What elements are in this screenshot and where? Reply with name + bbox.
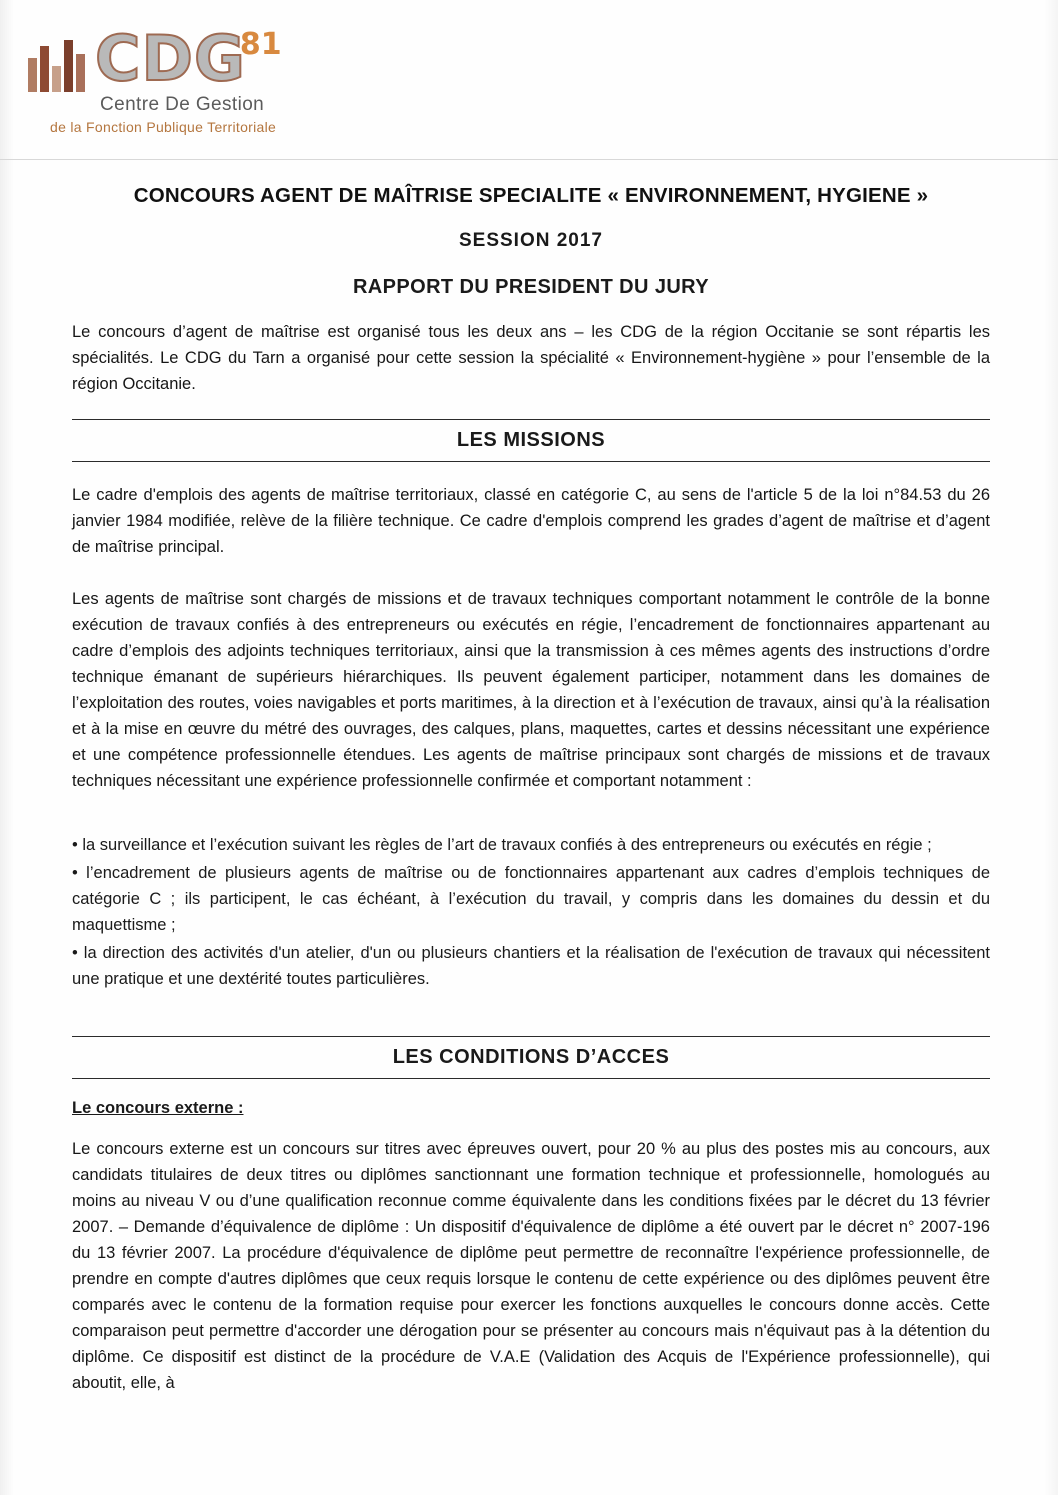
missions-bullet-3: • la direction des activités d'un atelier, d'un ou plusieurs chantiers et la réalisation de l'exécution de travaux qui nécessitent une pratique et une dextérité toutes particulières. [72, 944, 990, 988]
missions-bullet-list [72, 832, 990, 992]
conditions-paragraph-1: Le concours externe est un concours sur titres avec épreuves ouvert, pour 20 % au plus des postes mis au concours, aux candidats titulaires de deux titres ou diplômes sanctionnant une formation technique et professionnelle, homologués au moins au niveau V ou d’une qualification reconnue comme équivalente dans les conditions fixées par le décret du 13 février 2007. – Demande d’équivalence de diplôme : Un dispositif d'équivalence de diplôme a été ouvert par le décret n° 2007-196 du 13 février 2007. La procédure d'équivalence de diplôme peut permettre de reconnaître l'expérience professionnelle, de prendre en compte d'autres diplômes que ceux requis lorsque le contenu de cette expérience ou des diplômes peuvent être comparés avec le contenu de la formation requise pour exercer les fonctions auxquelles le concours donne accès. Cette comparaison peut permettre d'accorder une dérogation pour se présenter au concours mais n'équivaut pas à la détention du diplôme. Ce dispositif est distinct de la procédure de V.A.E (Validation des Acquis de l'Expérience professionnelle), qui aboutit, elle, à [72, 1140, 990, 1392]
intro-paragraph: Le concours d’agent de maîtrise est organisé tous les deux ans – les CDG de la région Occitanie se sont répartis les spécialités. Le CDG du Tarn a organisé pour cette session la spécialité « Environnement-hygiène » pour l’ensemble de la région Occitanie. [72, 323, 990, 393]
subheading-concours-externe: Le concours externe : [72, 1099, 244, 1117]
logo-brand-text: CDG [95, 22, 246, 95]
section-heading-conditions: LES CONDITIONS D’ACCES [72, 1036, 990, 1079]
document-report-title: RAPPORT DU PRESIDENT DU JURY [352, 276, 710, 298]
document-title: CONCOURS AGENT DE MAÎTRISE SPECIALITE « ENVIRONNEMENT, HYGIENE » [133, 184, 929, 207]
logo-subtitle-line2: de la Fonction Publique Territoriale [50, 119, 277, 135]
logo-subtitle-line1: Centre De Gestion [100, 94, 265, 115]
logo-bars-icon [28, 36, 85, 92]
cdg-logo [28, 22, 1058, 95]
section-heading-missions: LES MISSIONS [72, 419, 990, 462]
missions-paragraph-1: Le cadre d'emplois des agents de maîtrise territoriaux, classé en catégorie C, au sens de l'article 5 de la loi n°84.53 du 26 janvier 1984 modifiée, relève de la filière technique. Ce cadre d'emplois comprend les grades d’agent de maîtrise et d’agent de maîtrise principal. [72, 486, 990, 556]
missions-bullet-1: • la surveillance et l’exécution suivant les règles de l’art de travaux confiés à des entrepreneurs ou exécutés en régie ; [72, 836, 932, 854]
missions-bullet-2: • l’encadrement de plusieurs agents de maîtrise ou de fonctionnaires appartenant aux cadres d’emplois techniques de catégorie C ; ils participent, le cas échéant, à l’exécution du travail, y compris dans les domaines du dessin et du maquettisme ; [72, 864, 990, 934]
document-body [0, 160, 1058, 1396]
logo-department-number: 81 [239, 27, 282, 62]
document-header [0, 0, 1058, 160]
document-session: SESSION 2017 [458, 230, 604, 251]
paragraph-spacer [72, 576, 990, 586]
missions-paragraph-2: Les agents de maîtrise sont chargés de missions et de travaux techniques comportant notamment le contrôle de la bonne exécution de travaux confiés à des entrepreneurs ou exécutés en régie, l’encadrement de fonctionnaires appartenant au cadre d’emplois des adjoints techniques territoriaux, ainsi que la transmission à ces mêmes agents des instructions d’ordre technique émanant de supérieurs hiérarchiques. Ils peuvent également participer, notamment dans les domaines de l’exploitation des routes, voies navigables et ports maritimes, à la direction et à l’exécution de travaux, ainsi qu’à la réalisation et à la mise en œuvre du métré des ouvrages, des calques, plans, maquettes, cartes et dessins nécessitant une expérience et une compétence professionnelle étendues. Les agents de maîtrise principaux sont chargés de missions et de travaux techniques nécessitant une expérience professionnelle confirmée et comportant notamment : [72, 590, 990, 790]
bullets-spacer [72, 810, 990, 832]
